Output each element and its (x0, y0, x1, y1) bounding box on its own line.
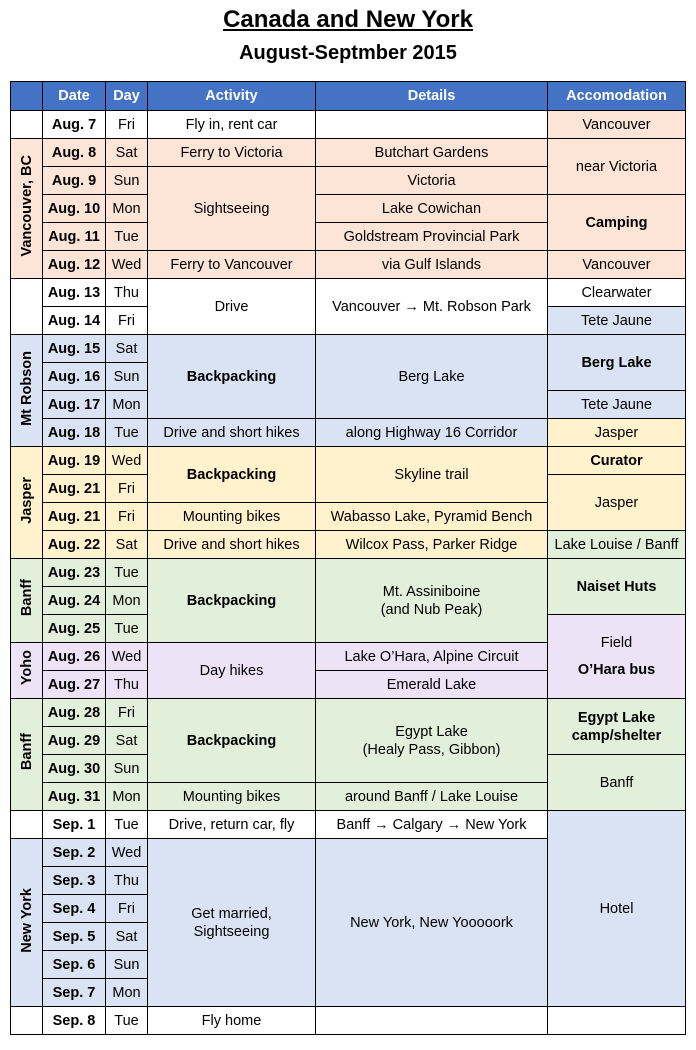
date-cell: Sep. 2 (43, 839, 106, 867)
activity-cell (148, 839, 316, 1007)
day-cell: Wed (106, 251, 148, 279)
date-cell: Aug. 19 (43, 447, 106, 475)
day-cell: Sat (106, 727, 148, 755)
activity-cell: Drive and short hikes (148, 419, 316, 447)
activity-cell: Fly home (148, 1007, 316, 1035)
header-day: Day (106, 82, 148, 111)
accomodation-cell: Clearwater (548, 279, 686, 307)
day-cell: Tue (106, 223, 148, 251)
accomodation-line: Egypt Lake (577, 709, 656, 726)
activity-cell: Sightseeing (148, 167, 316, 251)
date-cell: Aug. 12 (43, 251, 106, 279)
date-cell: Aug. 27 (43, 671, 106, 699)
accomodation-cell (548, 699, 686, 755)
activity-cell: Backpacking (148, 447, 316, 503)
day-cell: Thu (106, 279, 148, 307)
date-cell: Aug. 10 (43, 195, 106, 223)
date-cell: Aug. 17 (43, 391, 106, 419)
day-cell: Sat (106, 335, 148, 363)
region-cell (11, 335, 43, 447)
accomodation-cell: Vancouver (548, 111, 686, 139)
table-row (11, 699, 686, 727)
date-cell: Aug. 9 (43, 167, 106, 195)
date-cell: Aug. 29 (43, 727, 106, 755)
day-cell: Tue (106, 419, 148, 447)
day-cell: Fri (106, 111, 148, 139)
accomodation-cell: Naiset Huts (548, 559, 686, 615)
table-header-row (11, 82, 686, 111)
region-label-vancouver: Vancouver, BC (18, 155, 35, 257)
region-label-yoho: Yoho (18, 650, 35, 686)
date-cell: Aug. 15 (43, 335, 106, 363)
table-row (11, 195, 686, 223)
region-label-jasper: Jasper (18, 476, 35, 524)
table-row (11, 139, 686, 167)
day-cell: Mon (106, 783, 148, 811)
day-cell: Sun (106, 167, 148, 195)
region-label-mt-robson: Mt Robson (18, 350, 35, 426)
date-cell: Aug. 16 (43, 363, 106, 391)
date-cell: Aug. 22 (43, 531, 106, 559)
activity-cell: Backpacking (148, 559, 316, 643)
region-label-new-york: New York (18, 887, 35, 953)
region-cell (11, 559, 43, 643)
details-line: Egypt Lake (395, 723, 468, 740)
details-cell: Vancouver → Mt. Robson Park (316, 279, 548, 335)
day-cell: Fri (106, 895, 148, 923)
accomodation-cell: Jasper (548, 419, 686, 447)
details-cell: around Banff / Lake Louise (316, 783, 548, 811)
accomodation-line: camp/shelter (571, 727, 662, 744)
details-cell: Banff → Calgary → New York (316, 811, 548, 839)
details-cell: Skyline trail (316, 447, 548, 503)
activity-line: Get married, (191, 905, 272, 922)
date-cell: Sep. 3 (43, 867, 106, 895)
activity-cell: Ferry to Victoria (148, 139, 316, 167)
date-cell: Sep. 7 (43, 979, 106, 1007)
accomodation-cell: Banff (548, 755, 686, 811)
table-row (11, 811, 686, 839)
region-label-banff: Banff (18, 733, 35, 771)
accomodation-cell: Berg Lake (548, 335, 686, 391)
activity-cell: Fly in, rent car (148, 111, 316, 139)
region-cell (11, 643, 43, 699)
date-cell: Aug. 28 (43, 699, 106, 727)
details-cell: along Highway 16 Corridor (316, 419, 548, 447)
accomodation-cell: Camping (548, 195, 686, 251)
details-line: (Healy Pass, Gibbon) (362, 741, 501, 758)
activity-cell: Ferry to Vancouver (148, 251, 316, 279)
table-row (11, 447, 686, 475)
date-cell: Aug. 30 (43, 755, 106, 783)
day-cell: Fri (106, 503, 148, 531)
accomodation-cell: Jasper (548, 475, 686, 531)
details-cell: Lake O’Hara, Alpine Circuit (316, 643, 548, 671)
table-row (11, 531, 686, 559)
activity-cell: Backpacking (148, 699, 316, 783)
date-cell: Aug. 31 (43, 783, 106, 811)
day-cell: Mon (106, 391, 148, 419)
details-cell: via Gulf Islands (316, 251, 548, 279)
details-cell: Goldstream Provincial Park (316, 223, 548, 251)
header-region (11, 82, 43, 111)
day-cell: Sat (106, 139, 148, 167)
date-cell: Sep. 4 (43, 895, 106, 923)
accomodation-cell: Tete Jaune (548, 307, 686, 335)
details-cell: Berg Lake (316, 335, 548, 419)
details-cell (316, 1007, 548, 1035)
accomodation-cell: Lake Louise / Banff (548, 531, 686, 559)
details-cell: Wabasso Lake, Pyramid Bench (316, 503, 548, 531)
day-cell: Mon (106, 587, 148, 615)
region-cell (11, 279, 43, 335)
day-cell: Thu (106, 671, 148, 699)
date-cell: Aug. 21 (43, 475, 106, 503)
details-cell: Victoria (316, 167, 548, 195)
day-cell: Tue (106, 559, 148, 587)
header-accomodation: Accomodation (548, 82, 686, 111)
day-cell: Wed (106, 839, 148, 867)
activity-cell: Drive and short hikes (148, 531, 316, 559)
details-line: (and Nub Peak) (380, 601, 483, 618)
region-cell (11, 111, 43, 139)
accomodation-cell (548, 1007, 686, 1035)
page-subtitle: August-Septmber 2015 (239, 42, 457, 64)
table-row (11, 251, 686, 279)
activity-line: Sightseeing (193, 923, 270, 940)
table-row (11, 559, 686, 587)
day-cell: Tue (106, 811, 148, 839)
itinerary-table (10, 81, 686, 1035)
activity-cell: Drive, return car, fly (148, 811, 316, 839)
details-cell: Emerald Lake (316, 671, 548, 699)
region-cell (11, 1007, 43, 1035)
activity-cell: Mounting bikes (148, 503, 316, 531)
details-line: Mt. Assiniboine (382, 583, 481, 600)
date-cell: Aug. 18 (43, 419, 106, 447)
day-cell: Wed (106, 643, 148, 671)
accomodation-line: Field (600, 635, 633, 651)
details-cell: New York, New Yooooork (316, 839, 548, 1007)
date-cell: Sep. 8 (43, 1007, 106, 1035)
day-cell: Fri (106, 699, 148, 727)
date-cell: Aug. 26 (43, 643, 106, 671)
region-cell (11, 447, 43, 559)
day-cell: Tue (106, 615, 148, 643)
accomodation-cell: Vancouver (548, 251, 686, 279)
day-cell: Sun (106, 951, 148, 979)
date-cell: Sep. 1 (43, 811, 106, 839)
date-cell: Aug. 23 (43, 559, 106, 587)
date-cell: Aug. 24 (43, 587, 106, 615)
region-cell (11, 839, 43, 1007)
activity-cell: Day hikes (148, 643, 316, 699)
accomodation-cell: Hotel (548, 811, 686, 1007)
table-row (11, 335, 686, 363)
activity-cell: Backpacking (148, 335, 316, 419)
accomodation-cell: Tete Jaune (548, 391, 686, 419)
details-cell: Butchart Gardens (316, 139, 548, 167)
date-cell: Aug. 13 (43, 279, 106, 307)
region-cell (11, 699, 43, 811)
day-cell: Mon (106, 195, 148, 223)
activity-cell: Mounting bikes (148, 783, 316, 811)
region-cell (11, 811, 43, 839)
table-row (11, 419, 686, 447)
day-cell: Tue (106, 1007, 148, 1035)
region-cell (11, 139, 43, 279)
details-cell: Wilcox Pass, Parker Ridge (316, 531, 548, 559)
date-cell: Aug. 25 (43, 615, 106, 643)
accomodation-line: O’Hara bus (577, 662, 656, 678)
day-cell: Mon (106, 979, 148, 1007)
page-title: Canada and New York (223, 6, 473, 33)
details-cell (316, 559, 548, 643)
details-cell (316, 111, 548, 139)
date-cell: Aug. 21 (43, 503, 106, 531)
day-cell: Thu (106, 867, 148, 895)
table-row (11, 1007, 686, 1035)
accomodation-cell: near Victoria (548, 139, 686, 195)
details-cell: Lake Cowichan (316, 195, 548, 223)
accomodation-cell: Curator (548, 447, 686, 475)
date-cell: Aug. 8 (43, 139, 106, 167)
day-cell: Fri (106, 307, 148, 335)
date-cell: Sep. 6 (43, 951, 106, 979)
activity-cell: Drive (148, 279, 316, 335)
header-date: Date (43, 82, 106, 111)
date-cell: Aug. 14 (43, 307, 106, 335)
day-cell: Wed (106, 447, 148, 475)
header-details: Details (316, 82, 548, 111)
table-row (11, 279, 686, 307)
header-activity: Activity (148, 82, 316, 111)
accomodation-cell (548, 615, 686, 699)
region-label-banff: Banff (18, 579, 35, 617)
date-cell: Aug. 11 (43, 223, 106, 251)
date-cell: Aug. 7 (43, 111, 106, 139)
day-cell: Fri (106, 475, 148, 503)
details-cell (316, 699, 548, 783)
day-cell: Sun (106, 755, 148, 783)
day-cell: Sat (106, 531, 148, 559)
day-cell: Sun (106, 363, 148, 391)
date-cell: Sep. 5 (43, 923, 106, 951)
table-row (11, 111, 686, 139)
day-cell: Sat (106, 923, 148, 951)
